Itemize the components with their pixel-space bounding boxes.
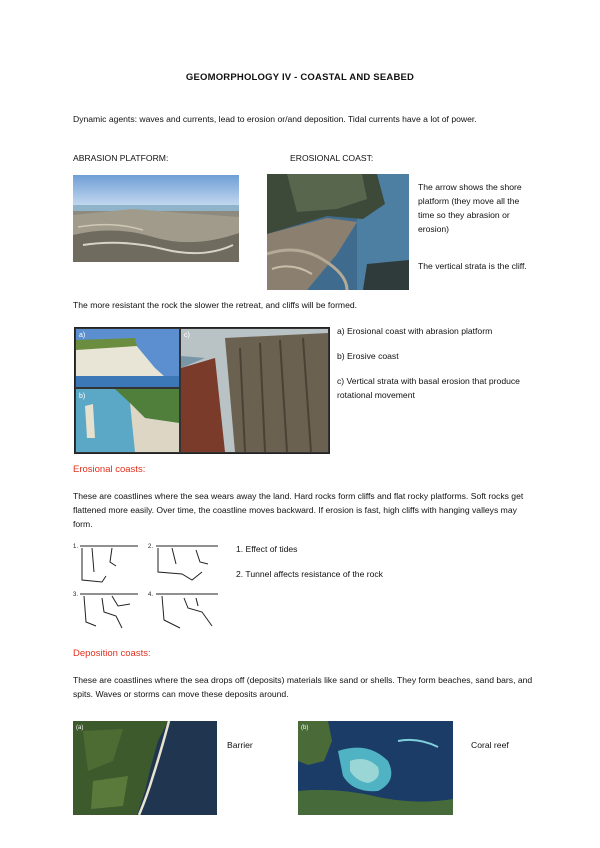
page-title: GEOMORPHOLOGY IV - COASTAL AND SEABED (185, 72, 415, 83)
abrasion-platform-label: ABRASION PLATFORM: (73, 153, 169, 163)
barrier-label: Barrier (227, 740, 253, 750)
barrier-satellite-map (73, 721, 217, 815)
sketch-label-3: 3. (73, 592, 79, 598)
fig-label-c: c) (184, 332, 190, 339)
erosional-coast-label: EROSIONAL COAST: (290, 153, 374, 163)
erosional-coasts-heading: Erosional coasts: (73, 464, 146, 475)
fig-label-a: a) (79, 332, 86, 339)
abrasion-platform-photo (73, 175, 239, 262)
panel-a-cliffs (76, 329, 179, 387)
erosional-coasts-paragraph: These are coastlines where the sea wears away the land. Hard rocks form cliffs and flat rocky platforms. Soft rocks get flattened more easily. Over time, the coastline moves backward. If erosion is fast, high cliffs with hanging valleys may form. (73, 491, 524, 529)
erosional-coast-photo (267, 174, 409, 290)
deposition-coasts-paragraph: These are coastlines where the sea drops off (deposits) materials like sand or shells. They form beaches, sand bars, and spits. Waves or storms can move these deposits around. (73, 675, 533, 699)
abc-item-b: b) Erosive coast (337, 351, 399, 361)
panel-c-strata (181, 329, 328, 452)
fig-label-b: b) (79, 393, 86, 400)
abc-item-c: c) Vertical strata with basal erosion that produce rotational movement (337, 376, 520, 400)
strata-note: The vertical strata is the cliff. (418, 261, 527, 271)
sketch-label-4: 4. (148, 592, 154, 598)
cliff-sketches-figure (72, 542, 222, 634)
resistance-sentence: The more resistant the rock the slower the retreat, and cliffs will be formed. (73, 300, 358, 310)
map-label-b: (b) (301, 725, 309, 731)
deposition-coasts-heading: Deposition coasts: (73, 648, 151, 659)
panel-b-arch (76, 389, 179, 452)
sketch-item-tides: 1. Effect of tides (236, 544, 298, 554)
coral-reef-satellite-map (298, 721, 453, 815)
intro-paragraph: Dynamic agents: waves and currents, lead to erosion or/and deposition. Tidal currents have a lot of power. (73, 114, 477, 124)
coast-types-figure (74, 327, 330, 454)
sketch-label-1: 1. (73, 544, 79, 550)
sketch-item-tunnel: 2. Tunnel affects resistance of the rock (236, 569, 383, 579)
coral-reef-label: Coral reef (471, 740, 509, 750)
arrow-note: The arrow shows the shore platform (they move all the time so they abrasion or erosion) (418, 182, 522, 234)
map-label-a: (a) (76, 725, 84, 731)
sketch-label-2: 2. (148, 544, 154, 550)
abc-item-a: a) Erosional coast with abrasion platform (337, 326, 493, 336)
